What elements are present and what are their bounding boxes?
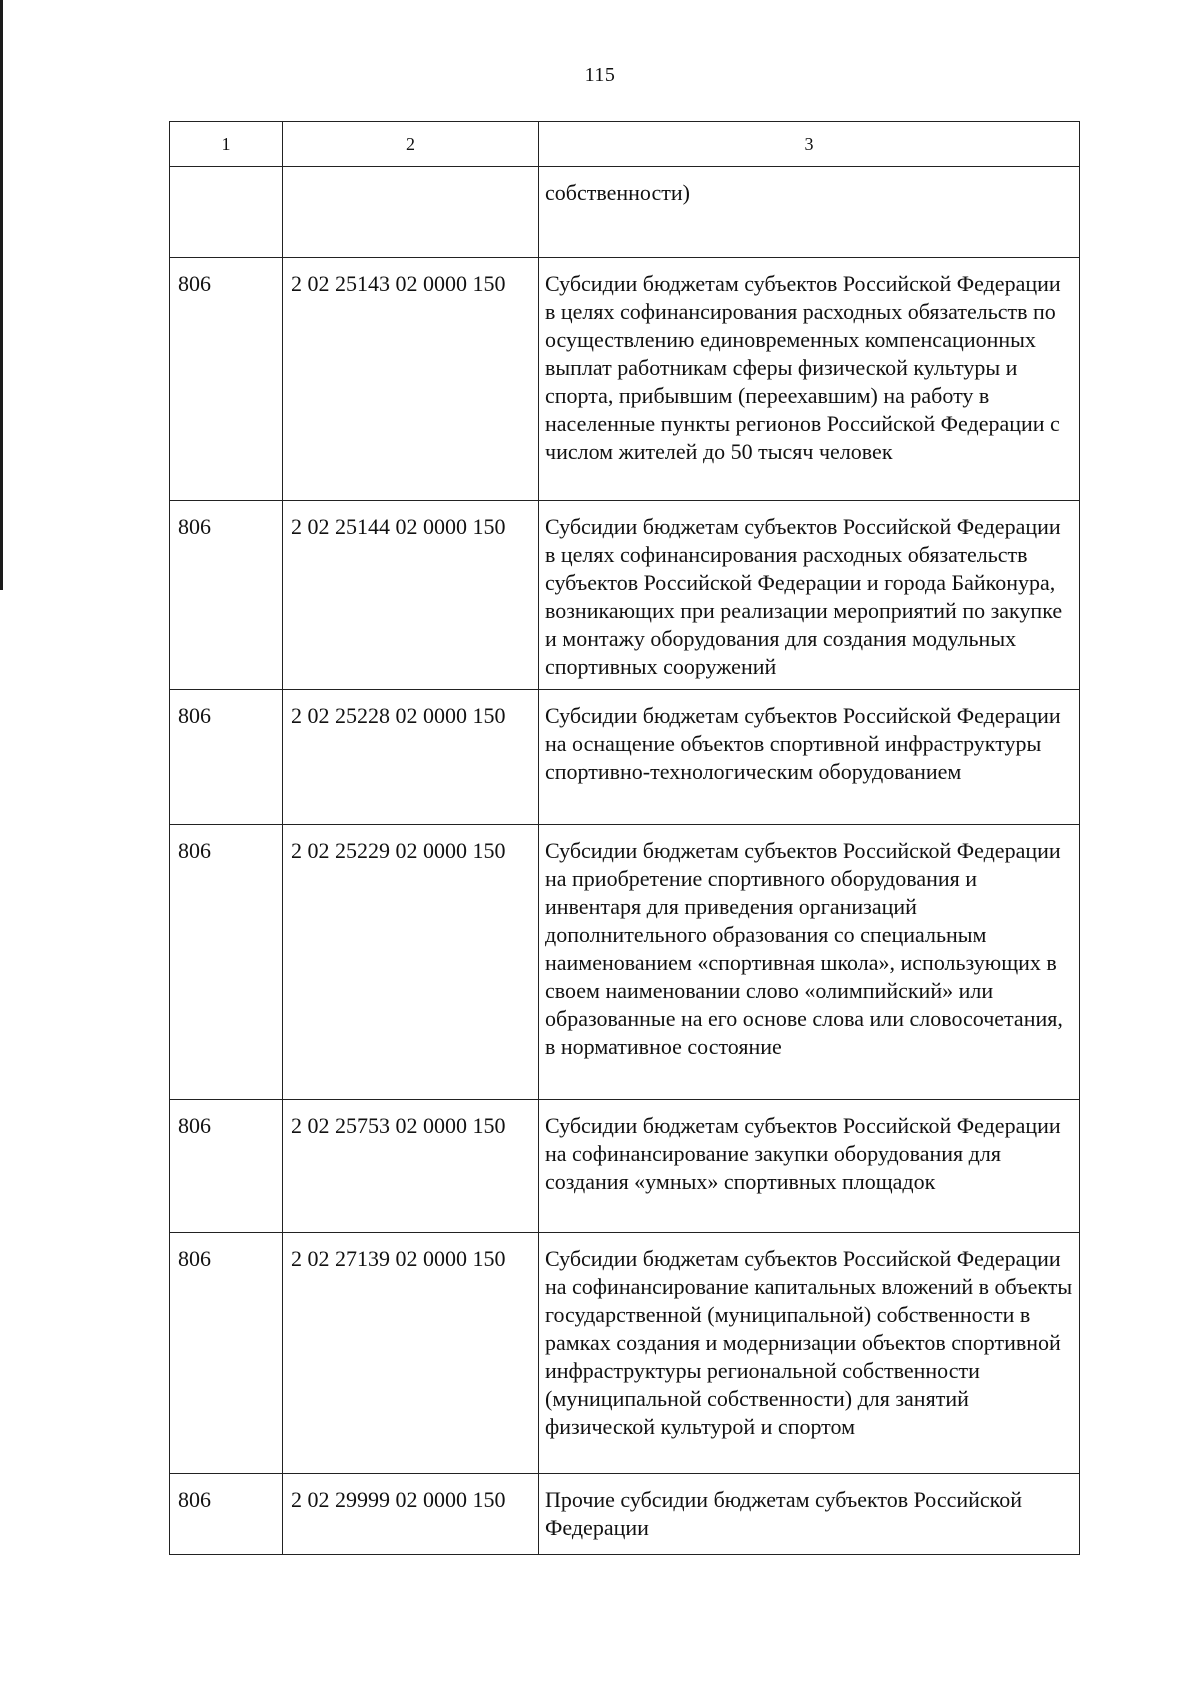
budget-classification-table — [169, 121, 1080, 1555]
description-text: Субсидии бюджетам субъектов Российской Федерации на софинансирование закупки оборудования для создания «умных» спортивных площадок — [545, 1113, 1061, 1194]
description-text: Субсидии бюджетам субъектов Российской Федерации в целях софинансирования расходных обязательств субъектов Российской Федерации и города Байконура, возникающих при реализации мероприятий по закупке и монтажу оборудования для создания модульных спортивных сооружений — [545, 514, 1063, 679]
income-code: 2 02 25144 02 0000 150 — [291, 514, 506, 539]
table-row — [170, 1233, 1080, 1474]
admin-code: 806 — [178, 838, 211, 863]
header-cell-3: 3 — [539, 122, 1080, 167]
admin-code-cell — [170, 167, 283, 258]
income-code-cell — [283, 1100, 539, 1233]
description-text: Прочие субсидии бюджетам субъектов Российской Федерации — [545, 1487, 1023, 1540]
admin-code-cell — [170, 1474, 283, 1555]
description-cell — [539, 258, 1080, 501]
income-code-cell — [283, 258, 539, 501]
scan-edge-mark — [0, 0, 3, 590]
table-row — [170, 1474, 1080, 1555]
income-code-cell — [283, 1474, 539, 1555]
admin-code: 806 — [178, 1246, 211, 1271]
income-code-cell — [283, 501, 539, 690]
income-code: 2 02 25753 02 0000 150 — [291, 1113, 506, 1138]
description-cell — [539, 1233, 1080, 1474]
page-number: 115 — [584, 64, 616, 86]
income-code-cell — [283, 690, 539, 825]
description-cell — [539, 825, 1080, 1100]
table-row — [170, 501, 1080, 690]
description-text: собственности) — [545, 180, 690, 205]
table-header-row — [170, 122, 1080, 167]
table-row — [170, 690, 1080, 825]
description-cell — [539, 1474, 1080, 1555]
admin-code-cell — [170, 501, 283, 690]
description-text: Субсидии бюджетам субъектов Российской Федерации на софинансирование капитальных вложений в объекты государственной (муниципальной) собственности в рамках создания и модернизации объектов спортивной инфраструктуры региональной собственности (муниципальной собственности) для занятий физической культурой и спортом — [545, 1246, 1073, 1439]
description-text: Субсидии бюджетам субъектов Российской Федерации на оснащение объектов спортивной инфраструктуры спортивно-технологическим оборудованием — [545, 703, 1061, 784]
income-code: 2 02 29999 02 0000 150 — [291, 1487, 506, 1512]
table-row — [170, 825, 1080, 1100]
description-cell — [539, 690, 1080, 825]
admin-code-cell — [170, 258, 283, 501]
admin-code: 806 — [178, 1113, 211, 1138]
header-cell-2: 2 — [283, 122, 539, 167]
income-code: 2 02 25228 02 0000 150 — [291, 703, 506, 728]
description-text: Субсидии бюджетам субъектов Российской Федерации в целях софинансирования расходных обязательств по осуществлению единовременных компенсационных выплат работникам сферы физической культуры и спорта, прибывшим (переехавшим) на работу в населенные пункты регионов Российской Федерации с числом жителей до 50 тысяч человек — [545, 271, 1061, 464]
table-row — [170, 258, 1080, 501]
header-cell-1: 1 — [170, 122, 283, 167]
description-cell — [539, 501, 1080, 690]
income-code-cell — [283, 1233, 539, 1474]
income-code: 2 02 25229 02 0000 150 — [291, 838, 506, 863]
description-text: Субсидии бюджетам субъектов Российской Федерации на приобретение спортивного оборудования и инвентаря для приведения организаций дополнительного образования со специальным наименованием «спортивная школа», использующих в своем наименовании слово «олимпийский» или образованные на его основе слова или словосочетания, в нормативное состояние — [545, 838, 1063, 1059]
admin-code: 806 — [178, 1487, 211, 1512]
income-code: 2 02 27139 02 0000 150 — [291, 1246, 506, 1271]
admin-code-cell — [170, 690, 283, 825]
income-code-cell — [283, 825, 539, 1100]
income-code-cell — [283, 167, 539, 258]
admin-code-cell — [170, 1233, 283, 1474]
description-cell — [539, 167, 1080, 258]
admin-code-cell — [170, 1100, 283, 1233]
admin-code: 806 — [178, 514, 211, 539]
admin-code: 806 — [178, 703, 211, 728]
admin-code: 806 — [178, 271, 211, 296]
table-row-continuation — [170, 167, 1080, 258]
description-cell — [539, 1100, 1080, 1233]
admin-code-cell — [170, 825, 283, 1100]
table-row — [170, 1100, 1080, 1233]
income-code: 2 02 25143 02 0000 150 — [291, 271, 506, 296]
